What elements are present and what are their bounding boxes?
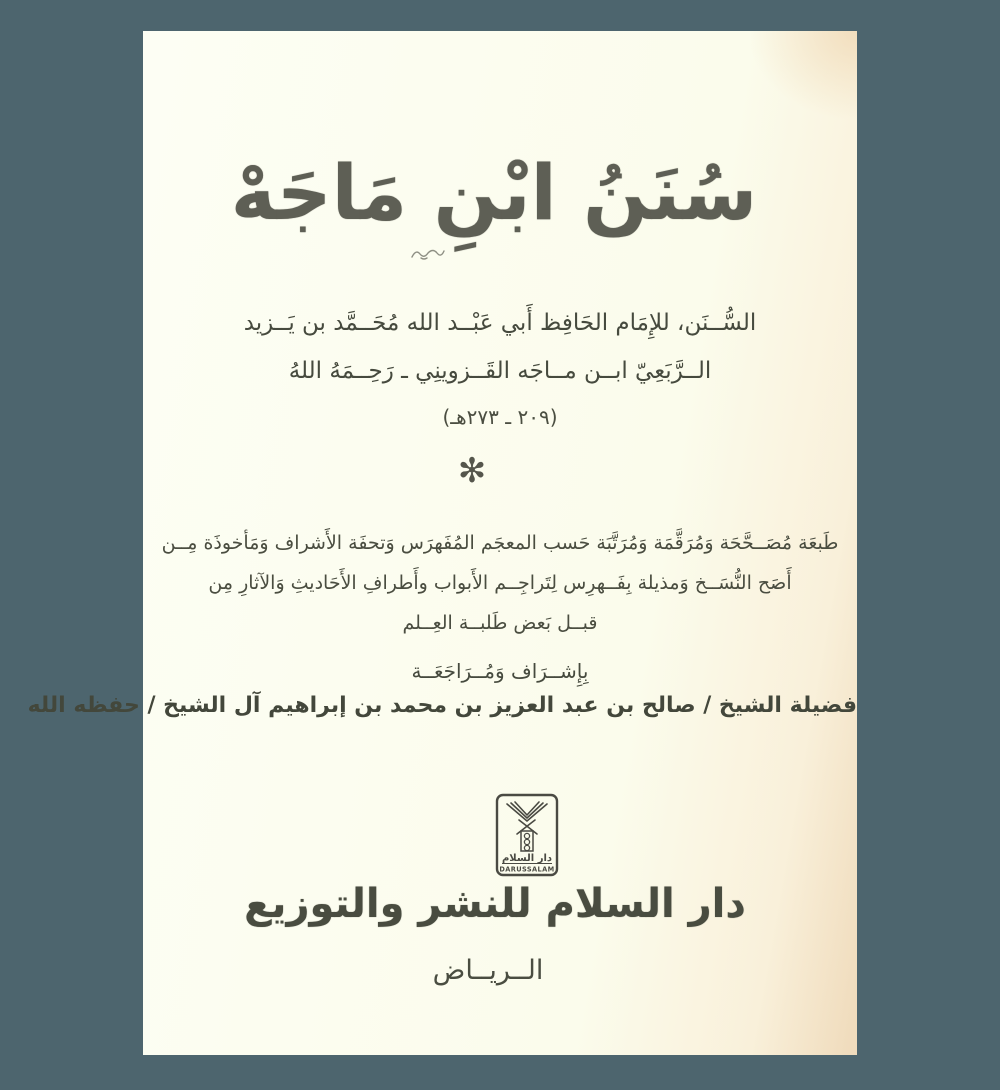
- logo-quran-rehal-icon: [507, 802, 547, 834]
- supervision-heading: بِإِشــرَاف وَمُــرَاجَعَــة: [411, 659, 589, 683]
- logo-arabic-label: دار السلام: [501, 853, 553, 864]
- separator-asterisk-icon: ✻: [457, 451, 487, 491]
- author-block: [143, 299, 857, 395]
- author-line-1: السُّــنَن، للإِمَام الحَافِظ أَبي عَبْــد الله مُحَــمَّد بن يَــزيد: [243, 310, 757, 336]
- logo-lamp-icon: [521, 831, 533, 851]
- logo-latin-label: DARUSSALAM: [499, 865, 555, 874]
- edition-note-line-1: طَبعَة مُصَــحَّحَة وَمُرَقَّمَة وَمُرَتَّبَة حَسب المعجَم المُفَهرَس وَتحفَة الأَشراف وَمَأخوذَة مِــن: [161, 532, 839, 554]
- supervision-name: فضيلة الشيخ / صالح بن عبد العزيز بن محمد بن إبراهيم آل الشيخ / حفظه الله: [27, 693, 857, 718]
- darussalam-logo: [495, 793, 559, 877]
- book-title: سُنَنُ ابْنِ مَاجَهْ: [230, 147, 758, 237]
- edition-note-line-2: أَصَح النُّسَــخ وَمذيلة بِفَــهرِس لِتَراجِــم الأَبواب وأَطرافِ الأَحَاديثِ وَالآثارِ مِن: [208, 572, 792, 594]
- scanned-page: [27, 31, 857, 1055]
- calligrapher-mark: [411, 245, 445, 261]
- author-dates: (٢٠٩ ـ ٢٧٣هـ): [442, 405, 558, 429]
- publisher-name: دار السلام للنشر والتوزيع: [244, 881, 746, 927]
- author-line-2: الــرَّبَعِيّ ابــن مــاجَه القَــزوينِي ـ رَحِــمَهُ اللهُ: [288, 358, 712, 384]
- publisher-city: الــريــاض: [432, 955, 544, 986]
- edition-note-line-3: قبــل بَعض طَلبــة العِــلم: [402, 612, 598, 634]
- edition-note: [143, 523, 857, 643]
